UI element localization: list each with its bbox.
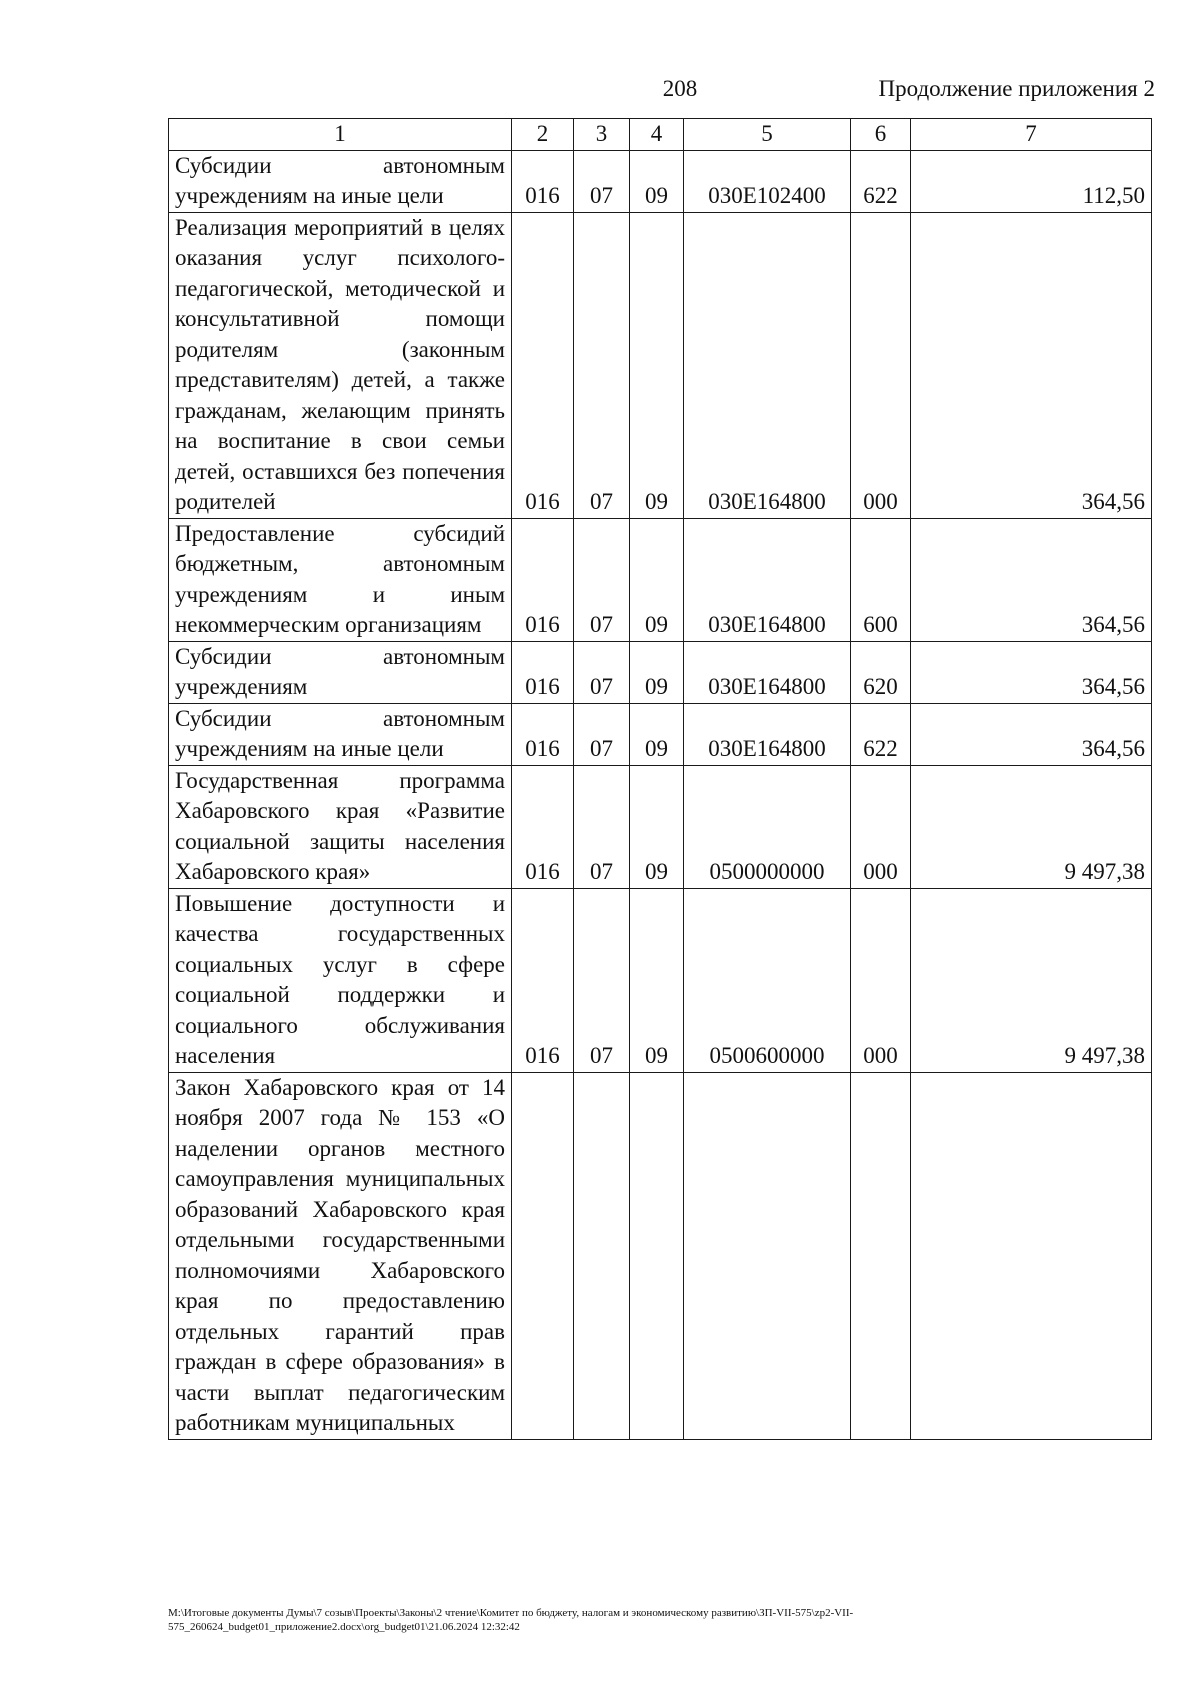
cell-target-article: 0500600000 [684,888,851,1072]
column-header-4: 4 [630,119,684,151]
cell-section: 07 [574,703,630,765]
cell-ministry: 016 [512,888,574,1072]
cell-section: 07 [574,212,630,518]
row-name: Реализация мероприятий в целях оказания услуг психолого-педагогической, методической и консультативной помощи родителям (законным представителям) детей, а также гражданам, желающим принять на воспитание в свои семьи детей, оставшихся без попечения родителей [169,212,512,518]
cell-expense-type [851,1072,911,1439]
cell-target-article [684,1072,851,1439]
cell-ministry: 016 [512,518,574,641]
column-header-6: 6 [851,119,911,151]
cell-target-article: 0500000000 [684,765,851,888]
cell-expense-type: 600 [851,518,911,641]
column-header-7: 7 [911,119,1152,151]
cell-subsection: 09 [630,888,684,1072]
table-row [169,765,1152,888]
column-header-5: 5 [684,119,851,151]
cell-amount: 364,56 [911,703,1152,765]
cell-ministry: 016 [512,212,574,518]
cell-ministry: 016 [512,765,574,888]
cell-expense-type: 622 [851,150,911,212]
cell-target-article: 030Е164800 [684,212,851,518]
cell-amount: 364,56 [911,518,1152,641]
footer-file-path: М:\Итоговые документы Думы\7 созыв\Проекты\Законы\2 чтение\Комитет по бюджету, налогам и экономическому развитию\ЗП-VII-575\zp2-VII-575_260624_budget01_приложение2.docx\org_budget01\21.06.2024 12:32:42 [168,1607,854,1633]
cell-subsection: 09 [630,518,684,641]
cell-amount: 112,50 [911,150,1152,212]
cell-expense-type: 622 [851,703,911,765]
cell-subsection: 09 [630,212,684,518]
cell-section: 07 [574,765,630,888]
table-row [169,641,1152,703]
cell-expense-type: 000 [851,765,911,888]
cell-subsection: 09 [630,150,684,212]
row-name: Субсидии автономным учреждениям на иные цели [169,703,512,765]
cell-target-article: 030Е102400 [684,150,851,212]
row-name: Закон Хабаровского края от 14 ноября 2007 года № 153 «О наделении органов местного самоуправления муниципальных образований Хабаровского края отдельными государственными полномочиями Хабаровского края по предоставлению отдельных гарантий прав граждан в сфере образования» в части выплат педагогическим работникам муниципальных [169,1072,512,1439]
row-name: Субсидии автономным учреждениям на иные цели [169,150,512,212]
row-name: Государственная программа Хабаровского края «Развитие социальной защиты населения Хабаровского края» [169,765,512,888]
cell-target-article: 030Е164800 [684,703,851,765]
continuation-label: Продолжение приложения 2 [878,76,1155,101]
table-row [169,888,1152,1072]
cell-target-article: 030Е164800 [684,641,851,703]
row-name: Субсидии автономным учреждениям [169,641,512,703]
cell-ministry [512,1072,574,1439]
table-row [169,518,1152,641]
cell-section: 07 [574,888,630,1072]
column-header-1: 1 [169,119,512,151]
cell-ministry: 016 [512,150,574,212]
cell-subsection: 09 [630,765,684,888]
cell-subsection: 09 [630,641,684,703]
cell-section: 07 [574,150,630,212]
budget-table [168,118,1152,1440]
cell-section [574,1072,630,1439]
cell-section: 07 [574,641,630,703]
table-row [169,212,1152,518]
cell-expense-type: 000 [851,212,911,518]
cell-subsection [630,1072,684,1439]
cell-target-article: 030Е164800 [684,518,851,641]
cell-amount: 9 497,38 [911,765,1152,888]
cell-amount: 364,56 [911,641,1152,703]
cell-ministry: 016 [512,641,574,703]
table-row [169,1072,1152,1439]
cell-amount [911,1072,1152,1439]
table-row [169,703,1152,765]
cell-amount: 364,56 [911,212,1152,518]
cell-amount: 9 497,38 [911,888,1152,1072]
cell-ministry: 016 [512,703,574,765]
cell-subsection: 09 [630,703,684,765]
header-row [169,119,1152,151]
column-header-3: 3 [574,119,630,151]
row-name: Предоставление субсидий бюджетным, автономным учреждениям и иным некоммерческим организациям [169,518,512,641]
table-row [169,150,1152,212]
page-number: 208 [662,76,698,101]
column-header-2: 2 [512,119,574,151]
cell-expense-type: 000 [851,888,911,1072]
row-name: Повышение доступности и качества государственных социальных услуг в сфере социальной поддержки и социального обслуживания населения [169,888,512,1072]
cell-section: 07 [574,518,630,641]
cell-expense-type: 620 [851,641,911,703]
